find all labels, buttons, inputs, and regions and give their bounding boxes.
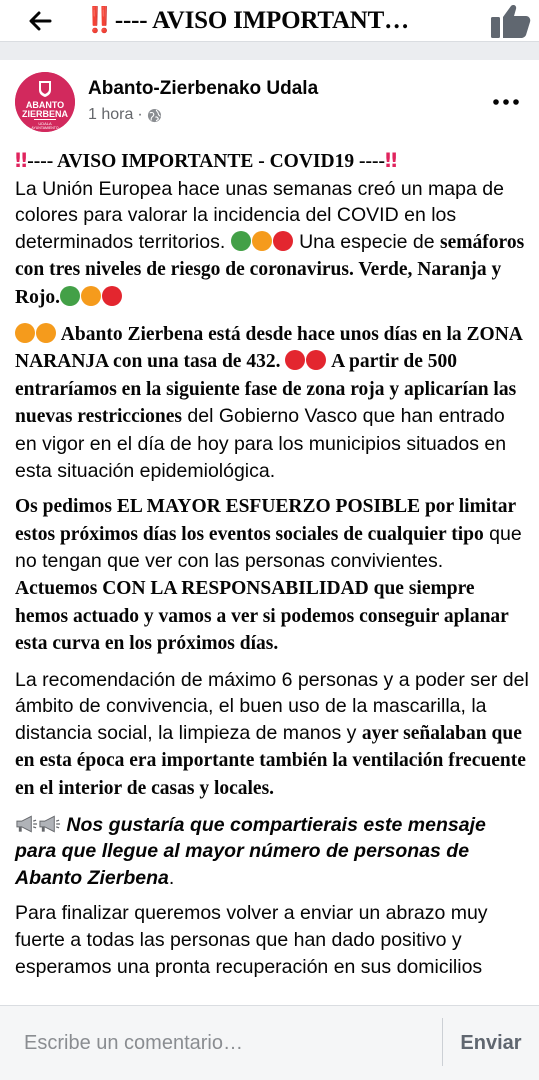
orange-circle-icon: [36, 323, 56, 343]
paragraph-4-text: La recomendación de máximo 6 personas y a poder ser del ámbito de convivencia, el buen uso de la mascarilla, la distancia social, la limpieza de manos y: [15, 668, 529, 744]
orange-circle-icon: [15, 323, 35, 343]
paragraph-1-bold: semáforos con tres niveles de riesgo de coronavirus. Verde, Naranja y Rojo.: [15, 231, 525, 308]
paragraph-3-bold: Os pedimos EL MAYOR ESFUERZO POSIBLE por limitar estos próximos días los eventos sociales de cualquier tipo: [15, 496, 516, 545]
double-exclamation-icon: ‼: [384, 149, 398, 172]
more-options-icon: [493, 99, 519, 105]
alert-heading: ---- AVISO IMPORTANTE - COVID19 ----: [27, 151, 385, 172]
paragraph-3-bold-2: Actuemos CON LA RESPONSABILIDAD que siempre hemos actuado y vamos a ver si podemos conseguir aplanar esta curva en los próximos días.: [15, 577, 509, 655]
paragraph-2-text: del Gobierno Vasco que han entrado en vigor en el día de hoy para los municipios situados en esta situación epidemiológica.: [15, 405, 507, 482]
post-card: [0, 60, 539, 1005]
red-circle-icon: [285, 350, 305, 370]
author-name[interactable]: Abanto-Zierbenako Udala: [88, 78, 319, 99]
paragraph-5-text: .: [168, 866, 175, 889]
back-button[interactable]: [18, 0, 62, 42]
top-bar: [0, 0, 539, 42]
page-title: ‼️---- AVISO IMPORTANT…: [84, 7, 409, 34]
paragraph-5: [15, 812, 529, 892]
avatar[interactable]: [15, 72, 75, 132]
green-circle-icon: [231, 231, 251, 251]
back-arrow-icon: [28, 11, 52, 31]
svg-text:UDALA: UDALA: [38, 121, 52, 126]
comment-input[interactable]: [0, 1006, 442, 1080]
like-button[interactable]: [483, 0, 539, 42]
post-header: [15, 72, 525, 132]
paragraph-1-text: La Unión Europea hace unas semanas creó un mapa de colores para valorar la incidencia del COVID en los determinados territorios.: [15, 177, 504, 253]
double-exclamation-icon: ‼: [15, 149, 28, 172]
paragraph-1: [15, 148, 529, 312]
red-circle-icon: [306, 350, 326, 370]
post-time[interactable]: 1 hora: [88, 106, 134, 123]
paragraph-2-bold-2: A partir de 500 entraríamos en la siguiente fase de zona roja y aplicarían las nuevas restricciones: [15, 351, 517, 428]
orange-circle-icon: [81, 286, 101, 306]
post-body: [15, 148, 529, 989]
send-button[interactable]: Enviar: [460, 1031, 522, 1054]
megaphone-icon: [38, 815, 61, 833]
paragraph-6: [15, 900, 529, 980]
svg-text:ZIERBENA: ZIERBENA: [21, 109, 69, 119]
post-meta: [88, 106, 162, 124]
paragraph-4-bold: ayer señalaban que en esta época era importante también la ventilación frecuente en el interior de casas y locales.: [15, 722, 526, 800]
more-options-button[interactable]: [489, 90, 523, 114]
paragraph-6-text: Para finalizar queremos volver a enviar un abrazo muy fuerte a todas las personas que han dado positivo y esperamos una pronta recuperación en sus domicilios: [15, 902, 488, 978]
paragraph-2: [15, 321, 529, 485]
comment-bar: [0, 1005, 539, 1080]
green-circle-icon: [60, 286, 80, 306]
paragraph-3-text: que no tengan que ver con las personas convivientes.: [15, 522, 522, 573]
red-circle-icon: [273, 231, 293, 251]
paragraph-2-bold: Abanto Zierbena está desde hace unos días en la ZONA NARANJA con una tasa de 432.: [15, 323, 522, 373]
paragraph-3: [15, 493, 529, 658]
orange-circle-icon: [252, 231, 272, 251]
thumbs-up-icon: [490, 3, 532, 39]
megaphone-icon: [15, 815, 38, 833]
meta-separator: ·: [137, 106, 143, 123]
separator-band: [0, 42, 539, 60]
paragraph-4: [15, 667, 529, 803]
svg-text:AYUNTAMIENTO: AYUNTAMIENTO: [31, 126, 59, 130]
paragraph-5-italic: Nos gustaría que compartierais este mensaje para que llegue al mayor número de personas de Abanto Zierbena: [15, 813, 486, 889]
municipality-logo-icon: [15, 72, 75, 132]
paragraph-1-text-2: Una especie de: [293, 230, 441, 253]
svg-text:ABANTO: ABANTO: [25, 100, 65, 110]
red-circle-icon: [102, 286, 122, 306]
globe-icon: [147, 108, 162, 123]
